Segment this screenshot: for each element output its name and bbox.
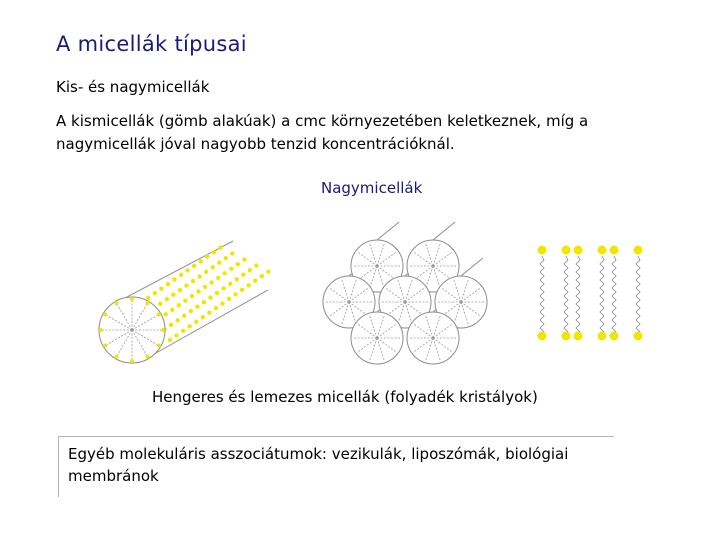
head-group-dot <box>562 246 571 255</box>
cylindrical-micelle <box>99 241 271 363</box>
head-group-dot <box>209 280 213 284</box>
tube-edge <box>377 222 399 240</box>
tail-chain <box>636 256 640 332</box>
head-group-dot <box>211 265 215 269</box>
head-group-dot <box>168 338 172 342</box>
head-group-dot <box>146 301 150 305</box>
subtitle: Kis- és nagymicellák <box>56 78 210 96</box>
head-group-dot <box>574 332 583 341</box>
head-group-dot <box>538 246 547 255</box>
head-group-dot <box>191 279 195 283</box>
head-group-dot <box>146 296 150 300</box>
head-group-dot <box>208 295 212 299</box>
head-group-dot <box>223 271 227 275</box>
hexagonal-micelle-bundle <box>323 222 487 364</box>
figure-label: Nagymicellák <box>321 179 423 197</box>
paragraph-line-1: A kismicellák (gömb alakúak) a cmc környezetében keletkeznek, míg a <box>56 112 589 130</box>
head-group-dot <box>201 315 205 319</box>
head-group-dot <box>115 301 119 305</box>
other-associates-line-1: Egyéb molekuláris asszociátumok: vezikulák, liposzómák, biológiai <box>68 445 569 463</box>
head-group-dot <box>190 294 194 298</box>
head-group-dot <box>158 302 162 306</box>
head-group-dot <box>205 255 209 259</box>
head-group-dot <box>228 282 232 286</box>
head-group-dot <box>103 313 107 317</box>
tail-chain <box>576 256 580 332</box>
head-group-dot <box>224 256 228 260</box>
tail-chain <box>540 256 544 332</box>
head-group-dot <box>157 313 161 317</box>
head-group-dot <box>207 310 211 314</box>
head-group-dot <box>221 286 225 290</box>
head-group-dot <box>161 328 165 332</box>
head-group-dot <box>184 283 188 287</box>
head-group-dot <box>254 263 258 267</box>
head-group-dot <box>240 288 244 292</box>
head-group-dot <box>99 328 103 332</box>
head-group-dot <box>634 246 643 255</box>
head-group-dot <box>236 262 240 266</box>
head-group-dot <box>166 282 170 286</box>
head-group-dot <box>130 359 134 363</box>
head-group-dot <box>212 250 216 254</box>
head-group-dot <box>169 323 173 327</box>
head-group-dot <box>157 344 161 348</box>
head-group-dot <box>220 301 224 305</box>
tube-edge <box>461 258 483 276</box>
head-group-dot <box>195 304 199 308</box>
head-group-dot <box>197 274 201 278</box>
head-group-dot <box>598 332 607 341</box>
paragraph-line-2: nagymicellák jóval nagyobb tenzid koncentrációknál. <box>56 135 455 153</box>
head-group-dot <box>103 344 107 348</box>
head-group-dot <box>177 303 181 307</box>
head-group-dot <box>218 245 222 249</box>
head-group-dot <box>130 297 134 301</box>
head-group-dot <box>610 246 619 255</box>
head-group-dot <box>153 291 157 295</box>
head-group-dot <box>562 332 571 341</box>
head-group-dot <box>192 264 196 268</box>
head-group-dot <box>171 292 175 296</box>
head-group-dot <box>260 274 264 278</box>
head-group-dot <box>230 251 234 255</box>
other-associates-line-2: membránok <box>68 467 159 485</box>
head-group-dot <box>242 257 246 261</box>
head-group-dot <box>185 268 189 272</box>
tail-chain <box>564 256 568 332</box>
head-group-dot <box>196 289 200 293</box>
head-group-dot <box>266 269 270 273</box>
head-group-dot <box>189 309 193 313</box>
head-group-dot <box>182 314 186 318</box>
head-group-dot <box>204 270 208 274</box>
head-group-dot <box>179 273 183 277</box>
head-group-dot <box>248 268 252 272</box>
head-group-dot <box>253 279 257 283</box>
head-group-dot <box>194 320 198 324</box>
head-group-dot <box>187 324 191 328</box>
head-group-dot <box>634 332 643 341</box>
tail-chain <box>612 256 616 332</box>
head-group-dot <box>235 277 239 281</box>
head-group-dot <box>183 298 187 302</box>
head-group-dot <box>214 306 218 310</box>
lamellar-micelle <box>538 246 643 341</box>
head-group-dot <box>178 288 182 292</box>
head-group-dot <box>229 267 233 271</box>
head-group-dot <box>610 332 619 341</box>
figure-caption: Hengeres és lemezes micellák (folyadék kristályok) <box>152 388 538 406</box>
slide-title: A micellák típusai <box>56 32 247 56</box>
head-group-dot <box>159 286 163 290</box>
head-group-dot <box>217 261 221 265</box>
head-group-dot <box>174 333 178 337</box>
head-group-dot <box>538 332 547 341</box>
head-group-dot <box>241 273 245 277</box>
head-group-dot <box>175 318 179 322</box>
tube-edge <box>433 222 455 240</box>
head-group-dot <box>146 355 150 359</box>
head-group-dot <box>574 246 583 255</box>
head-group-dot <box>202 300 206 304</box>
head-group-dot <box>227 297 231 301</box>
head-group-dot <box>247 283 251 287</box>
head-group-dot <box>181 329 185 333</box>
tube-edge <box>156 290 268 353</box>
head-group-dot <box>233 292 237 296</box>
head-group-dot <box>115 355 119 359</box>
head-group-dot <box>598 246 607 255</box>
head-group-dot <box>170 308 174 312</box>
head-group-dot <box>203 285 207 289</box>
tail-chain <box>600 256 604 332</box>
head-group-dot <box>215 291 219 295</box>
head-group-dot <box>165 297 169 301</box>
head-group-dot <box>172 277 176 281</box>
head-group-dot <box>163 312 167 316</box>
head-group-dot <box>216 276 220 280</box>
head-group-dot <box>199 259 203 263</box>
